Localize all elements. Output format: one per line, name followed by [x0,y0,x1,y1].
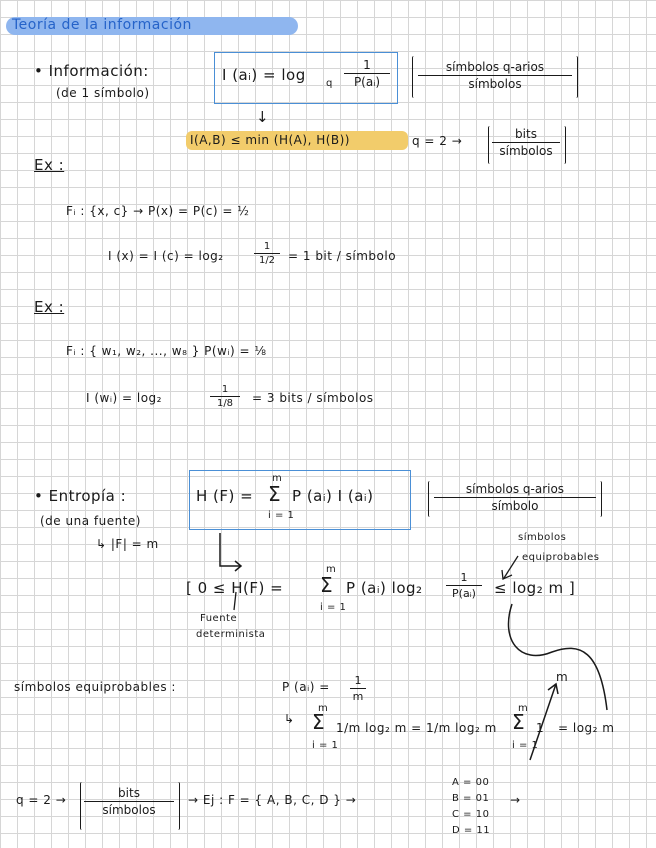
entropy-ineq-mid: P (aᵢ) log₂ [346,579,423,597]
entropy-ineq-sigma-top: m [326,564,337,575]
entropy-ineq-right: ≤ log₂ m ] [494,579,576,597]
entropy-formula-rhs: P (aᵢ) I (aᵢ) [292,487,374,505]
info-units-num: símbolos q-arios [445,60,545,74]
info-frac-den: P(aᵢ) [353,75,381,89]
entropy-ineq-sigma: Σ [320,573,334,597]
equiprob-sum2-bot: i = 1 [512,740,539,751]
equiprob-sum-top: m [318,703,329,714]
ex2-line2-lhs: I (wᵢ) = log₂ [86,391,162,405]
info-sublabel: (de 1 símbolo) [56,86,150,100]
equiprob-pa-num: 1 [354,674,362,687]
loop-arrow [508,604,607,710]
last-bits-den: símbolos [102,803,156,817]
entropy-note-left-2: determinista [196,629,266,640]
ex2-line1: Fᵢ : { w₁, w₂, ..., w₈ } P(wᵢ) = ⅛ [66,344,267,358]
entropy-note-right-1: símbolos [518,532,567,543]
equiprob-result: = log₂ m [558,721,615,735]
ex1-frac-den: 1/2 [258,255,276,266]
ex1-line2-rhs: = 1 bit / símbolo [288,249,397,263]
entropy-sublabel: (de una fuente) [40,514,141,528]
entropy-ineq-left: [ 0 ≤ H(F) = [186,579,284,597]
equiprob-sum-bot: i = 1 [312,740,339,751]
ex2-frac-num: 1 [221,384,229,395]
ex1-line2-lhs: I (x) = I (c) = log₂ [108,249,224,263]
equiprob-hook: ↳ [284,712,295,726]
entropy-m-label: m [556,670,569,684]
info-units-den: símbolos [468,77,522,91]
equiprob-sum-sigma: Σ [312,710,326,734]
equiprob-sum2-sigma: Σ [512,710,526,734]
info-bits-den: símbolos [499,144,553,158]
info-bound: I(A,B) ≤ min (H(A), H(B)) [190,133,350,147]
info-frac-num: 1 [363,58,371,72]
info-bits-num: bits [515,127,537,141]
info-label: • Información: [34,62,149,80]
ex2-frac-den: 1/8 [216,398,234,409]
equiprob-pa-den: m [352,690,364,703]
entropy-units-num: símbolos q-arios [465,482,565,496]
m-slash [530,684,556,760]
ex2-heading: Ex : [34,298,65,316]
entropy-sigma-bot: i = 1 [268,510,295,521]
info-down-arrow: ↓ [256,108,270,126]
info-q2: q = 2 → [412,134,463,148]
entropy-ineq-frac-num: 1 [460,571,468,584]
entropy-down-arrow [220,533,240,566]
equiprob-sum2-body: 1 [536,721,545,735]
entropy-ineq-sigma-bot: i = 1 [320,602,347,613]
equiprob-sum-body: 1/m log₂ m = 1/m log₂ m [336,721,497,735]
ex2-line2-rhs: = 3 bits / símbolos [252,391,374,405]
last-bits-num: bits [118,786,140,800]
code-b: B = 01 [452,793,490,804]
last-q2: q = 2 → [16,793,67,807]
last-ej: → Ej : F = { A, B, C, D } → [188,793,357,807]
entropy-subsub: ↳ |F| = m [96,537,159,551]
entropy-note-right-2: equiprobables [522,552,600,563]
code-d: D = 11 [452,825,491,836]
code-a: A = 00 [452,777,490,788]
info-formula-lhs: I (aᵢ) = log [222,66,306,84]
ex1-frac-num: 1 [263,241,271,252]
code-c: C = 10 [452,809,490,820]
page-title: Teoría de la información [12,17,192,33]
entropy-units-den: símbolo [491,499,539,513]
entropy-formula: H (F) = [196,487,254,505]
last-arrow-end: → [510,793,521,807]
entropy-ineq-frac-den: P(aᵢ) [452,587,476,600]
entropy-sigma-top: m [272,473,283,484]
equiprob-pointer [504,556,518,578]
ex1-line1: Fᵢ : {x, c} → P(x) = P(c) = ½ [66,204,250,218]
entropy-note-left-1: Fuente [200,613,238,624]
entropy-sigma: Σ [268,482,282,506]
ex1-heading: Ex : [34,156,65,174]
equiprob-pa: P (aᵢ) = [282,680,330,694]
entropy-label: • Entropía : [34,487,127,505]
deterministic-pointer [234,592,236,610]
equiprob-label: símbolos equiprobables : [14,680,176,694]
equiprob-sum2-top: m [518,703,529,714]
info-formula-base: q [326,78,333,89]
